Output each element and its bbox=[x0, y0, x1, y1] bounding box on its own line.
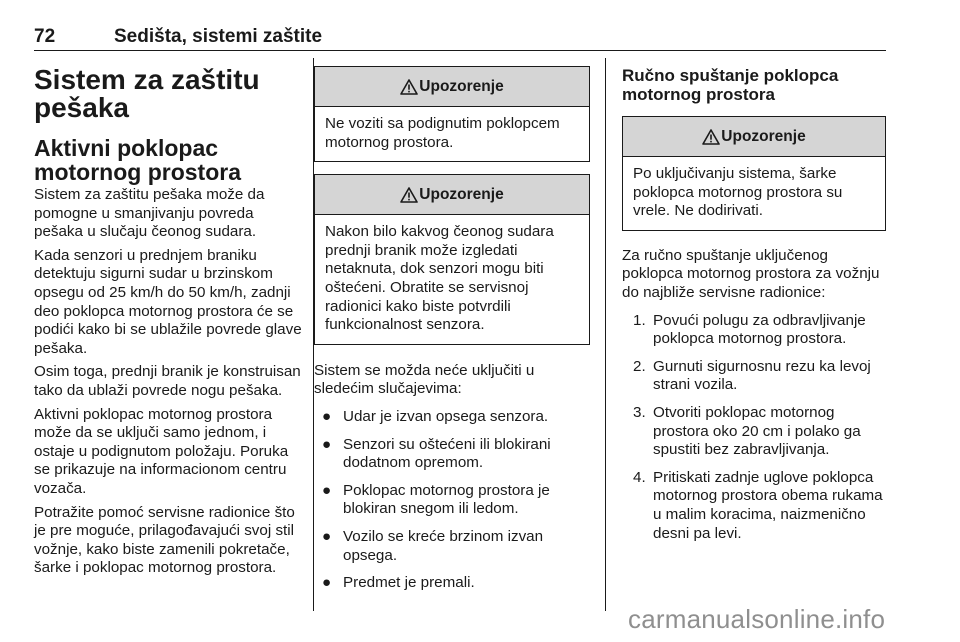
list-item-text: Vozilo se kreće brzinom izvan opsega. bbox=[343, 527, 544, 564]
numbered-list bbox=[622, 312, 886, 544]
warning-header bbox=[315, 175, 589, 215]
bullet-icon: ● bbox=[322, 481, 332, 499]
list-item-text: Poklopac motornog prostora je blokiran snegom ili ledom. bbox=[343, 481, 550, 518]
section-title: Sistem za zaštitu pešaka bbox=[34, 64, 260, 123]
list-item bbox=[314, 408, 590, 427]
header-divider bbox=[34, 50, 886, 51]
list-item-text: Povući polugu za odbravljivanje poklopca motornog prostora. bbox=[653, 311, 866, 348]
warning-header bbox=[623, 117, 885, 157]
list-item-text: Senzori su oštećeni ili blokirani dodatnom opremom. bbox=[343, 435, 551, 472]
subsection-title: Aktivni poklopac motornog prostora bbox=[34, 135, 241, 185]
paragraph: Kada senzori u prednjem braniku detektuju sigurni sudar u brzinskom opsegu od 25 km/h do 50 km/h, zadnji deo poklopca motornog prostora će se podići kako bi se ublažile povrede glave pešaka. bbox=[34, 246, 302, 357]
column-middle bbox=[314, 58, 590, 602]
list-item-text: Predmet je premali. bbox=[343, 574, 475, 592]
warning-heading: Upozorenje bbox=[419, 185, 504, 203]
list-item bbox=[622, 358, 886, 395]
warning-box bbox=[314, 66, 590, 162]
column-left bbox=[34, 58, 302, 583]
bullet-icon: ● bbox=[322, 407, 332, 425]
list-item-text: Otvoriti poklopac motornog prostora oko 20 cm i polako ga spustiti bez zabravljivanja. bbox=[653, 403, 861, 459]
paragraph: Osim toga, prednji branik je konstruisan tako da ublaži povrede nogu pešaka. bbox=[34, 363, 301, 399]
paragraph: Sistem se možda neće uključiti u sledećim slučajevima: bbox=[314, 361, 535, 398]
warning-triangle-icon bbox=[702, 129, 720, 145]
column-divider bbox=[605, 58, 606, 611]
list-item bbox=[314, 482, 590, 519]
list-item bbox=[622, 312, 886, 349]
list-item bbox=[314, 436, 590, 473]
step-number: 1. bbox=[633, 311, 646, 329]
column-right bbox=[622, 58, 886, 552]
bullet-icon: ● bbox=[322, 435, 332, 453]
warning-triangle-icon bbox=[400, 79, 418, 95]
list-item bbox=[622, 404, 886, 460]
warning-text: Po uključivanju sistema, šarke poklopca motornog prostora su vrele. Ne dodirivati. bbox=[633, 165, 843, 220]
running-title: Sedišta, sistemi zaštite bbox=[114, 26, 323, 47]
warning-heading: Upozorenje bbox=[721, 127, 806, 145]
list-item bbox=[314, 574, 590, 593]
warning-text: Ne voziti sa podignutim poklopcem motornog prostora. bbox=[325, 115, 560, 151]
list-item bbox=[622, 469, 886, 543]
paragraph: Potražite pomoć servisne radionice što je pre moguće, prilagođavajući svoj stil vožnje, kako biste zamenili pokretače, šarke i poklopac motornog prostora. bbox=[34, 503, 295, 577]
page-number: 72 bbox=[34, 26, 56, 47]
bullet-list bbox=[314, 408, 590, 593]
warning-heading: Upozorenje bbox=[419, 77, 504, 95]
section-heading: Ručno spuštanje poklopca motornog prostora bbox=[622, 66, 839, 104]
warning-box bbox=[314, 174, 590, 345]
list-item-text: Pritiskati zadnje uglove poklopca motornog prostora obema rukama u malim koracima, naizmenično desni pa levi. bbox=[653, 468, 883, 542]
warning-header bbox=[315, 67, 589, 107]
step-number: 4. bbox=[633, 468, 646, 486]
list-item bbox=[314, 528, 590, 565]
paragraph: Za ručno spuštanje uključenog poklopca motornog prostora za vožnju do najbliže servisne radionice: bbox=[622, 246, 880, 301]
page-header bbox=[34, 26, 886, 52]
step-number: 3. bbox=[633, 403, 646, 421]
step-number: 2. bbox=[633, 357, 646, 375]
list-item-text: Udar je izvan opsega senzora. bbox=[343, 407, 549, 425]
paragraph: Sistem za zaštitu pešaka može da pomogne u smanjivanju povreda pešaka u slučaju čeonog sudara. bbox=[34, 186, 265, 241]
paragraph: Aktivni poklopac motornog prostora može da se uključi samo jednom, i ostaje u podignutom položaju. Poruka se prikazuje na informacionom centru vozača. bbox=[34, 405, 289, 497]
warning-box bbox=[622, 116, 886, 231]
bullet-icon: ● bbox=[322, 527, 332, 545]
list-item-text: Gurnuti sigurnosnu rezu ka levoj strani vozila. bbox=[653, 357, 871, 394]
watermark: carmanualsonline.info bbox=[628, 604, 886, 634]
warning-text: Nakon bilo kakvog čeonog sudara prednji branik može izgledati netaknuta, dok senzori mogu biti oštećeni. Obratite se servisnoj radionici kako biste potvrdili funkcionalnost senzora. bbox=[325, 223, 554, 334]
warning-triangle-icon bbox=[400, 187, 418, 203]
bullet-icon: ● bbox=[322, 574, 332, 592]
